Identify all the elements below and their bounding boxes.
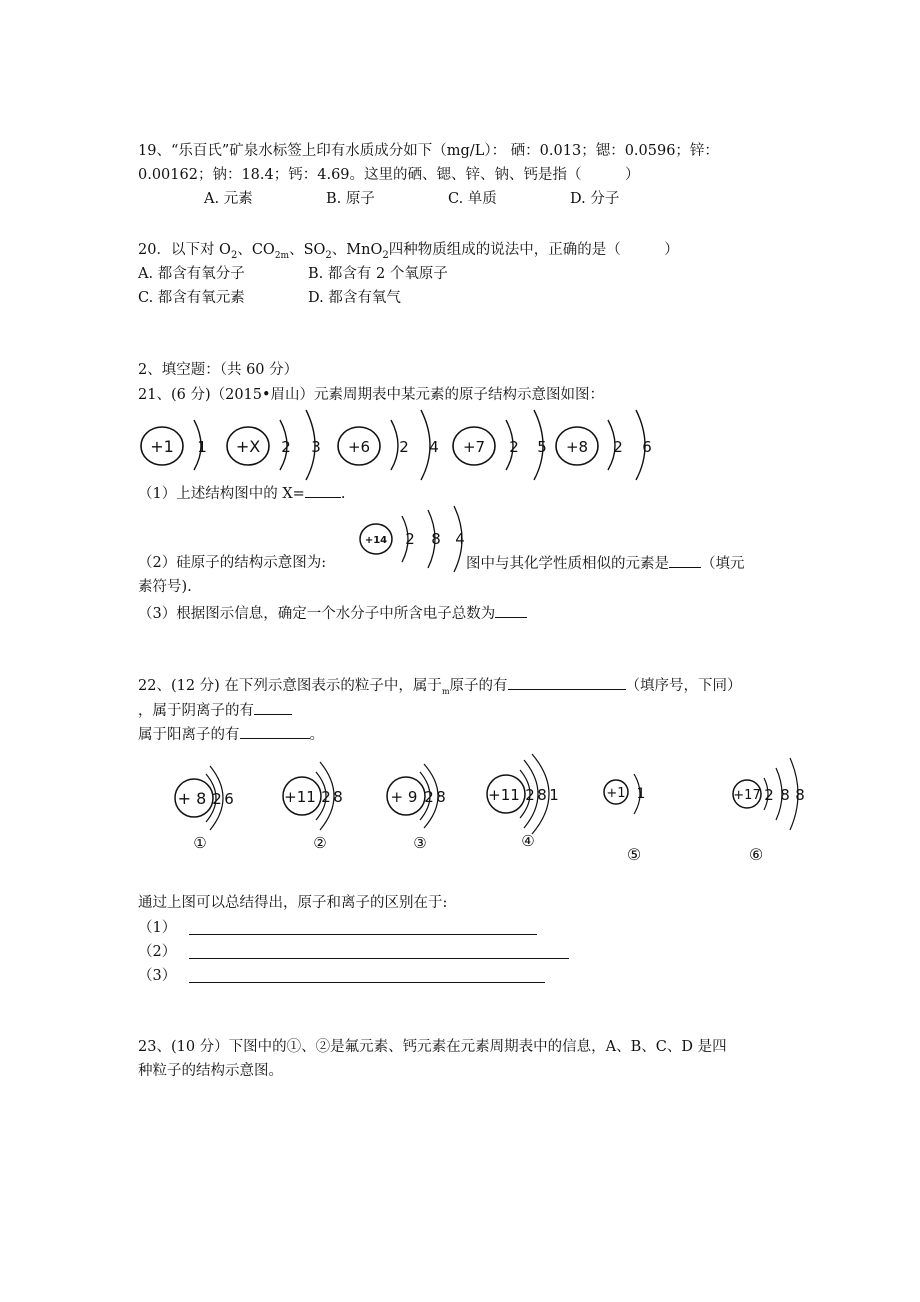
- shell-electrons: 3: [311, 438, 321, 456]
- shell-electrons: 8: [780, 786, 790, 804]
- q22-answer-blank-anions[interactable]: [254, 700, 292, 715]
- q21-part2-right: [466, 553, 745, 574]
- nucleus-charge: +14: [364, 535, 388, 546]
- q22-item-2: （2）: [138, 944, 177, 960]
- particle-diagram-3: [387, 764, 446, 852]
- q19-option-d[interactable]: D. 分子: [570, 191, 620, 207]
- subscript: 2: [325, 249, 332, 261]
- shell-electrons: 2: [212, 790, 222, 808]
- shell-electrons: 1: [549, 786, 559, 804]
- q22-stem-tail: （填序号，下同）: [625, 678, 742, 694]
- shell-electrons: 2: [525, 786, 535, 804]
- q19-option-c[interactable]: C. 单质: [448, 191, 497, 207]
- silicon-atom-diagram: [356, 504, 476, 572]
- subscript: 2m: [274, 250, 290, 261]
- atom-diagram-5: [556, 410, 652, 480]
- shell-electrons: 8: [795, 786, 805, 804]
- shell-electrons: 2: [764, 786, 774, 804]
- atom-diagram-2: [227, 410, 321, 480]
- q21-part1-text: （1）上述结构图中的 X=: [138, 486, 305, 502]
- particle-label: ⑤: [626, 845, 642, 864]
- q22-stem-text: 原子的有: [449, 678, 508, 694]
- punctuation: .: [340, 486, 346, 502]
- particle-label: ④: [521, 832, 535, 850]
- particle-diagram-5: [604, 774, 645, 864]
- q20-stem-part: 20．以下对 O: [138, 242, 231, 258]
- q22-line3: [138, 724, 324, 745]
- nucleus-charge: +7: [462, 438, 486, 456]
- q21-part2-tail: （填元: [701, 556, 745, 572]
- atom-diagram-4: [453, 410, 547, 480]
- shell-electrons: 2: [509, 438, 519, 456]
- q19-line1: 19、“乐百氏”矿泉水标签上印有水质成分如下（mg/L）： 硒：0.013；锶：0.0596；锌：: [138, 143, 719, 159]
- q19-option-b[interactable]: B. 原子: [326, 191, 375, 207]
- nucleus-charge: +X: [235, 437, 261, 456]
- q22-line2-text: ，属于阴离子的有: [138, 703, 254, 719]
- section-title: 2、填空题：（共 60 分）: [138, 362, 299, 378]
- particle-label: ③: [413, 834, 427, 852]
- shell-electrons: 2: [613, 438, 623, 456]
- shell-electrons: 6: [224, 790, 234, 808]
- nucleus-charge: +11: [488, 786, 520, 804]
- shell-electrons: 4: [429, 438, 439, 456]
- shell-electrons: 8: [333, 788, 343, 806]
- atom-diagram-1: [141, 420, 207, 470]
- q22-summary: 通过上图可以总结得出，原子和离子的区别在于:: [138, 895, 448, 911]
- particle-diagram-2: [283, 762, 343, 852]
- particle-label: ⑥: [748, 845, 764, 864]
- q23-line1: 23、(10 分）下图中的①、②是氟元素、钙元素在元素周期表中的信息，A、B、C、D 是四: [138, 1039, 727, 1055]
- q22-line2: [138, 700, 292, 721]
- q22-particle-diagrams: [170, 754, 820, 870]
- q22-item-3: （3）: [138, 968, 177, 984]
- q20-stem-part: 四种物质组成的说法中，正确的是（ ）: [388, 242, 679, 258]
- shell-electrons: 2: [405, 530, 415, 548]
- q21-atom-diagrams: [136, 406, 676, 482]
- q20-options-row1: [138, 264, 448, 284]
- shell-electrons: 2: [424, 788, 434, 806]
- shell-electrons: 2: [281, 438, 291, 456]
- nucleus-charge: +17: [733, 788, 761, 803]
- punctuation: 。: [309, 727, 324, 743]
- q21-part3: [138, 603, 527, 624]
- nucleus-charge: +6: [347, 438, 371, 456]
- q20-option-b[interactable]: B. 都含有 2 个氧原子: [308, 266, 448, 282]
- shell-electrons: 1: [197, 438, 207, 456]
- q20-option-c[interactable]: C. 都含有氧元素: [138, 290, 245, 306]
- q22-item-1: （1）: [138, 920, 177, 936]
- q23-line2: 种粒子的结构示意图。: [138, 1063, 283, 1079]
- nucleus-charge: +8: [565, 438, 589, 456]
- stray-mark: m: [441, 686, 450, 696]
- nucleus-charge: +11: [284, 788, 316, 806]
- subscript: 2: [230, 249, 238, 261]
- answer-line-3[interactable]: [189, 982, 545, 983]
- q21-part3-text: （3）根据图示信息，确定一个水分子中所含电子总数为: [138, 606, 496, 622]
- particle-diagram-4: [487, 754, 559, 850]
- q21-stem: 21、(6 分)（2015•眉山）元素周期表中某元素的原子结构示意图如图：: [138, 387, 605, 403]
- q20-options-row2: [138, 288, 401, 308]
- q20-stem-part: 、CO: [237, 242, 275, 258]
- shell-electrons: 8: [431, 530, 441, 548]
- nucleus-charge: + 9: [390, 788, 418, 806]
- particle-diagram-1: [175, 766, 234, 852]
- shell-electrons: 2: [399, 438, 409, 456]
- shell-electrons: 8: [537, 786, 547, 804]
- q21-part2-left: （2）硅原子的结构示意图为:: [138, 555, 327, 571]
- shell-electrons: 4: [455, 530, 465, 548]
- q22-line3-text: 属于阳离子的有: [138, 727, 240, 743]
- subscript: 2: [382, 249, 389, 261]
- q22-answer-blank-atoms[interactable]: [508, 675, 626, 690]
- shell-electrons: 6: [642, 438, 652, 456]
- q21-answer-blank-2[interactable]: [669, 553, 701, 568]
- q21-part1: [138, 483, 345, 504]
- q20-option-a[interactable]: A. 都含有氧分子: [138, 266, 245, 282]
- q21-answer-blank-3[interactable]: [495, 603, 527, 618]
- q22-answer-blank-cations[interactable]: [240, 724, 310, 739]
- q20-stem-part: 、MnO: [331, 242, 383, 258]
- nucleus-charge: +1: [150, 437, 174, 456]
- particle-label: ①: [193, 834, 207, 852]
- q22-stem: [138, 675, 742, 702]
- shell-electrons: 5: [537, 438, 547, 456]
- shell-electrons: 2: [321, 788, 331, 806]
- q21-part2-line2: 素符号).: [138, 579, 192, 595]
- particle-diagram-6: [733, 758, 805, 864]
- nucleus-charge: + 8: [177, 789, 207, 808]
- answer-line-1[interactable]: [189, 934, 537, 935]
- q20-option-d[interactable]: D. 都含有氧气: [308, 290, 401, 306]
- answer-line-2[interactable]: [189, 958, 569, 959]
- q21-answer-blank-1[interactable]: [305, 483, 341, 498]
- q20-stem-part: 、SO: [289, 242, 326, 258]
- q20-stem: [138, 240, 679, 266]
- shell-electrons: 1: [636, 786, 646, 802]
- particle-label: ②: [313, 834, 327, 852]
- q19-option-a[interactable]: A. 元素: [204, 191, 253, 207]
- q19-options: [204, 189, 619, 209]
- q19-line2: 0.00162；钠：18.4；钙：4.69。这里的硒、锶、锌、钠、钙是指（ ）: [138, 167, 640, 183]
- q22-stem-text: 22、(12 分) 在下列示意图表示的粒子中，属于: [138, 678, 442, 694]
- atom-diagram-3: [338, 410, 439, 480]
- nucleus-charge: +1: [606, 786, 626, 801]
- shell-electrons: 8: [436, 788, 446, 806]
- q21-part2-text: 图中与其化学性质相似的元素是: [466, 556, 669, 572]
- electron-shell-arc: [391, 420, 398, 470]
